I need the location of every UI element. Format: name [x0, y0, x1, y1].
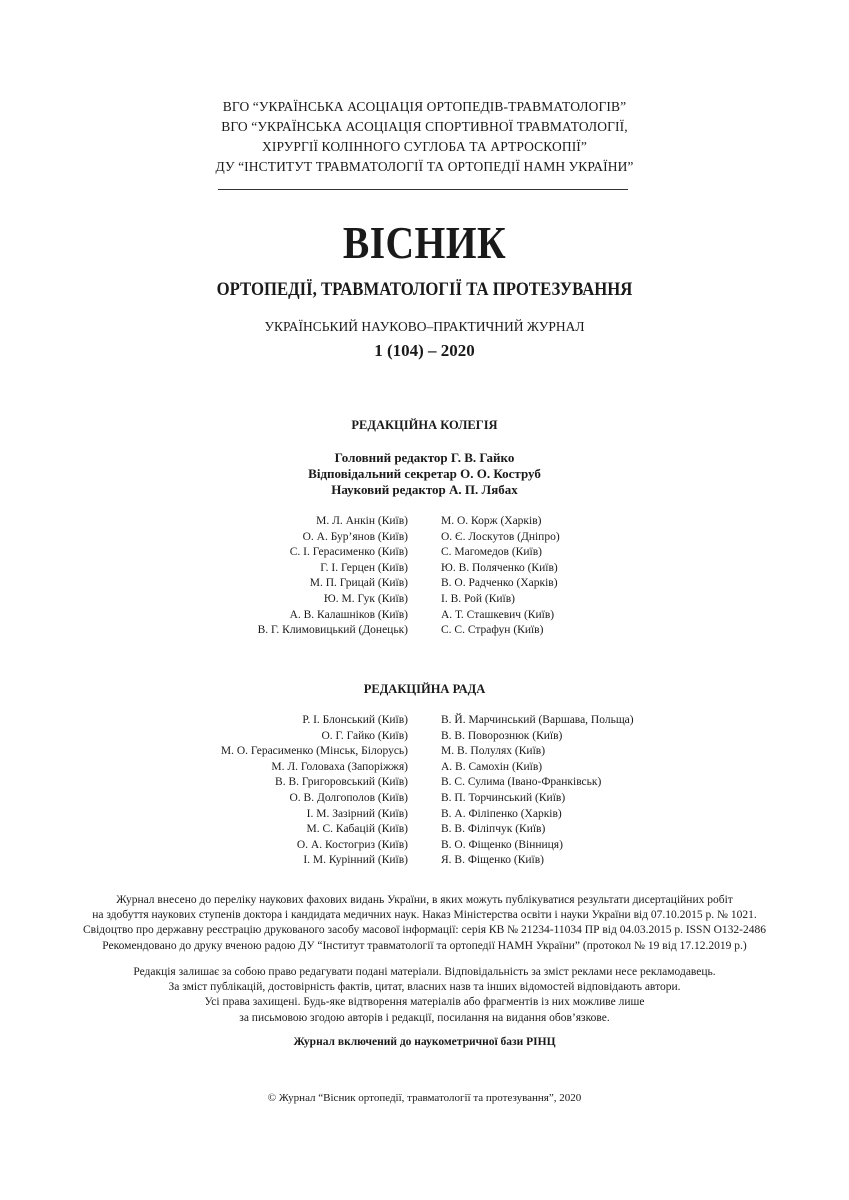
member: М. О. Корж (Харків)	[441, 515, 542, 527]
organization-line: ДУ “ІНСТИТУТ ТРАВМАТОЛОГІЇ ТА ОРТОПЕДІЇ НАМН УКРАЇНИ”	[215, 159, 634, 174]
editorial-board-heading: РЕДАКЦІЙНА КОЛЕГІЯ	[351, 418, 498, 432]
journal-subtitle: ОРТОПЕДІЇ, ТРАВМАТОЛОГІЇ ТА ПРОТЕЗУВАННЯ	[216, 279, 633, 300]
member: В. О. Фіщенко (Вінниця)	[441, 838, 563, 851]
member: В. В. Філіпчук (Київ)	[441, 823, 546, 836]
organization-line: ХІРУРГІЇ КОЛІННОГО СУГЛОБА ТА АРТРОСКОПІЇ”	[262, 139, 587, 154]
notice-line: Свідоцтво про державну реєстрацію друкованого засобу масової інформації: серія КВ № 21234-11034 ПР від 04.03.2015 р. ISSN О132-2486	[82, 924, 767, 937]
member: О. А. Костогриз (Київ)	[296, 838, 408, 851]
member: М. Л. Головаха (Запоріжжя)	[271, 760, 408, 773]
member: М. Л. Анкін (Київ)	[316, 515, 408, 527]
member: В. С. Сулима (Івано-Франківськ)	[441, 776, 602, 789]
member: Ю. В. Поляченко (Київ)	[441, 561, 558, 574]
member: І. М. Курінний (Київ)	[303, 854, 408, 867]
member: Р. І. Блонський (Київ)	[302, 714, 408, 726]
member: Г. І. Герцен (Київ)	[320, 561, 408, 574]
rights-notice	[0, 965, 849, 1026]
rights-line: Редакція залишає за собою право редагувати подані матеріали. Відповідальність за зміст реклами несе рекламодавець.	[133, 966, 716, 978]
member: І. В. Рой (Київ)	[441, 592, 515, 605]
member: А. В. Калашніков (Київ)	[289, 608, 408, 621]
issue-number: 1 (104) – 2020	[374, 341, 475, 360]
member: С. С. Страфун (Київ)	[441, 624, 544, 637]
member: В. О. Радченко (Харків)	[441, 577, 558, 590]
executive-secretary: Відповідальний секретар О. О. Коструб	[308, 466, 541, 481]
divider	[218, 189, 628, 190]
board-right-column	[441, 514, 560, 639]
member: В. Г. Климовицький (Донецьк)	[257, 624, 408, 637]
chief-editor: Головний редактор Г. В. Гайко	[334, 450, 515, 465]
member: О. А. Бур’янов (Київ)	[302, 530, 408, 543]
notice-line: Рекомендовано до друку вченою радою ДУ “Інститут травматології та ортопедії НАМН України” (протокол № 19 від 17.12.2019 р.)	[102, 939, 747, 952]
science-editor: Науковий редактор А. П. Лябах	[331, 482, 518, 497]
council-left-column	[221, 713, 408, 869]
registration-notice	[0, 893, 849, 954]
member: М. П. Грицай (Київ)	[309, 577, 408, 590]
copyright: © Журнал “Вісник ортопедії, травматології та протезування”, 2020	[267, 1092, 582, 1104]
journal-title: ВІСНИК	[342, 217, 507, 268]
lead-editors	[0, 450, 849, 498]
member: Я. В. Фіщенко (Київ)	[441, 854, 544, 867]
member: М. В. Полулях (Київ)	[441, 745, 546, 758]
member: В. В. Григоровський (Київ)	[275, 776, 408, 789]
member: В. П. Торчинський (Київ)	[441, 791, 566, 804]
member: С. Магомедов (Київ)	[441, 546, 542, 559]
member: М. С. Кабацій (Київ)	[306, 823, 408, 836]
member: А. Т. Сташкевич (Київ)	[441, 608, 555, 621]
member: О. Г. Гайко (Київ)	[321, 729, 408, 742]
rights-line: за письмовою згодою авторів і редакції, посилання на видання обов’язкове.	[239, 1011, 610, 1024]
member: О. В. Долгополов (Київ)	[289, 791, 408, 804]
journal-type: УКРАЇНСЬКИЙ НАУКОВО–ПРАКТИЧНИЙ ЖУРНАЛ	[264, 319, 585, 334]
rights-line: Усі права захищені. Будь-яке відтворення матеріалів або фрагментів із них можливе лише	[204, 996, 645, 1009]
organization-line: ВГО “УКРАЇНСЬКА АСОЦІАЦІЯ ОРТОПЕДІВ-ТРАВМАТОЛОГІВ”	[222, 99, 627, 114]
member: М. О. Герасименко (Мінськ, Білорусь)	[220, 745, 408, 758]
notice-line: Журнал внесено до переліку наукових фахових видань України, в яких можуть публікуватися результати дисертаційних робіт	[116, 894, 733, 906]
publisher-organizations	[0, 97, 849, 177]
board-left-column	[258, 514, 408, 639]
rights-line: За зміст публікацій, достовірність фактів, цитат, власних назв та інших відомостей відповідають автори.	[168, 981, 681, 994]
notice-line: на здобуття наукових ступенів доктора і кандидата медичних наук. Наказ Міністерства освіти і науки України від 07.10.2015 р. № 1021.	[92, 909, 757, 922]
council-right-column	[441, 713, 634, 869]
member: Ю. М. Гук (Київ)	[323, 592, 408, 605]
member: С. І. Герасименко (Київ)	[289, 546, 408, 559]
member: В. А. Філіпенко (Харків)	[441, 807, 562, 820]
editorial-council-heading: РЕДАКЦІЙНА РАДА	[363, 682, 486, 696]
organization-line: ВГО “УКРАЇНСЬКА АСОЦІАЦІЯ СПОРТИВНОЇ ТРАВМАТОЛОГІЇ,	[221, 119, 628, 134]
member: В. Й. Марчинський (Варшава, Польща)	[441, 714, 634, 726]
rinc-notice: Журнал включений до наукометричної бази РІНЦ	[293, 1036, 556, 1048]
member: А. В. Самохін (Київ)	[441, 760, 543, 773]
member: В. В. Поворознюк (Київ)	[441, 729, 563, 742]
member: І. М. Зазірний (Київ)	[306, 807, 408, 820]
member: О. Є. Лоскутов (Дніпро)	[441, 530, 560, 543]
